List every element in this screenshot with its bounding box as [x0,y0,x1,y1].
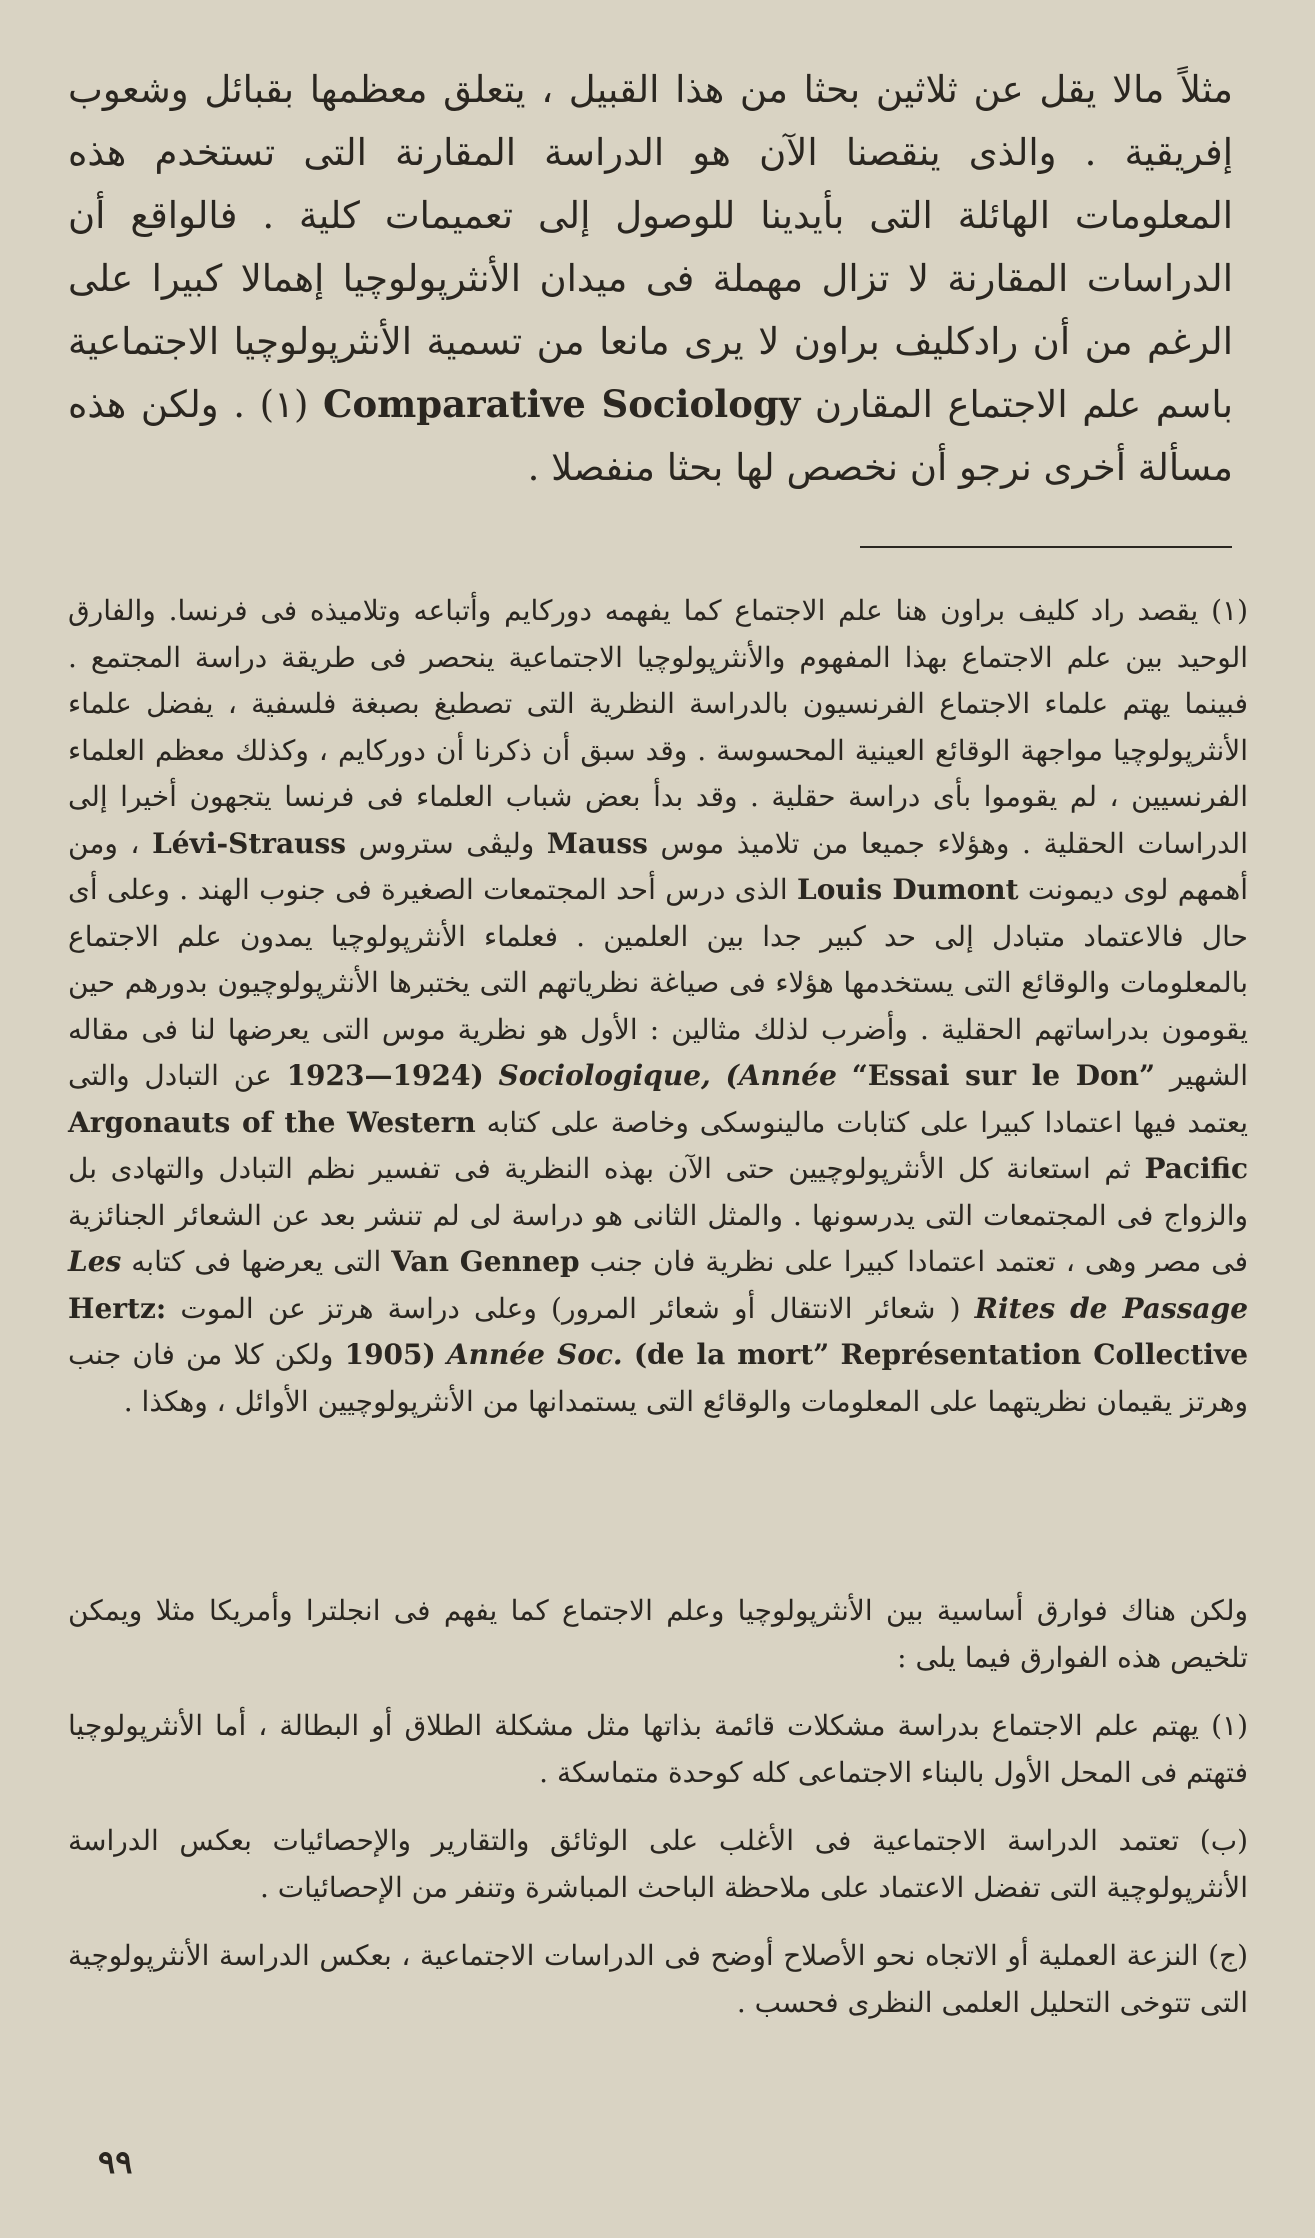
main-paragraph [68,58,1233,499]
footnote-text [68,588,1248,1425]
footnote-segment: (١) يقصد راد كليف براون هنا علم الاجتماع كما يفهمه دوركايم وأتباعه وتلاميذه فى فرنسا. والفارق الوحيد بين علم الاجتماع بهذا المفهوم والأنثرپولوچيا الاجتماعية ينحصر فى طريقة دراسة المجتمع . فبينما يهتم علماء الاجتماع الفرنسيون بالدراسة النظرية التى تصطبغ بصبغة فلسفية ، يفضل علماء الأنثرپولوچيا مواجهة الوقائع العينية المحسوسة . وقد سبق أن ذكرنا أن دوركايم ، وكذلك معظم العلماء الفرنسيين ، لم يقوموا بأى دراسة حقلية . وقد بدأ بعض شباب العلماء فى فرنسا يتجهون أخيرا إلى الدراسات الحقلية . وهؤلاء جميعا من تلاميذ موس [68,594,1248,860]
footnote-segment: ثم استعانة كل الأنثرپولوچيين حتى الآن بهذه النظرية فى تفسير نظم التبادل والتهادى بل والزواج فى المجتمعات التى يدرسونها . والمثل الثانى هو دراسة لى لم تنشر بعد عن الشعائر الجنائزية فى مصر وهى ، تعتمد اعتمادا كبيرا على نظرية فان جنب [68,1152,1249,1278]
footnote-segment: ، ومن أهمهم لوى ديمونت [68,826,1248,906]
page-number: ٩٩ [98,2143,133,2181]
term-1905: 1905) [344,1338,436,1371]
footnote-ref: (١) [259,383,309,426]
difference-item: (ج) النزعة العملية أو الاتجاه نحو الأصلاح أوضح فى الدراسات الاجتماعية ، بعكس الدراسة الأنثرپولوچية التى تتوخى التحليل العلمى النظرى فحسب . [68,1939,1248,2019]
term-annee-soc: Année Soc. [446,1338,623,1371]
term-louis-dumont: Louis Dumont [797,873,1019,906]
term-mauss: Mauss [546,826,648,860]
footnote-divider [860,546,1232,548]
difference-item: (ب) تعتمد الدراسة الاجتماعية فى الأغلب على الوثائق والتقارير والإحصائيات بعكس الدراسة الأنثرپولوچية التى تفضل الاعتماد على ملاحظة الباحث المباشرة وتنفر من الإحصائيات . [68,1824,1248,1904]
footnote-segment: الذى درس أحد المجتمعات الصغيرة فى جنوب الهند . وعلى أى حال فالاعتماد متبادل إلى حد كبير جدا بين العلمين . فعلماء الأنثرپولوچيا يمدون علم الاجتماع بالمعلومات والوقائع التى يستخدمها هؤلاء فى صياغة نظرياتهم التى يختبرها الأنثرپولوچيون بدورهم حين يقومون بدراساتهم الحقلية . وأضرب لذلك مثالين : الأول هو نظرية موس التى يعرضها لنا فى مقاله الشهير [68,873,1249,1092]
footnote-segment: التى يعرضها فى كتابه [131,1245,382,1278]
footnote-segment: ( شعائر الانتقال أو شعائر المرور) وعلى دراسة هرتز عن الموت [180,1291,961,1325]
term-de-la-mort: (de la mort” [633,1338,830,1371]
footnote-segment: عن التبادل والتى يعتمد فيها اعتمادا كبيرا على كتابات مالينوسكى وخاصة على كتابه [68,1059,1248,1139]
footnote-segment: وليڤى ستروس [358,826,535,860]
term-annee: (Année [725,1059,837,1092]
term-levi-strauss: Lévi-Strauss [152,826,347,860]
term-years: 1923—1924) [286,1059,484,1092]
differences-section [68,1588,1248,2026]
main-text [68,58,1233,499]
comparative-sociology-term: Comparative Sociology [323,382,801,426]
term-argonauts: Argonauts of the Western Pacific [68,1105,1248,1185]
differences-intro: ولكن هناك فوارق أساسية بين الأنثرپولوچيا وعلم الاجتماع كما يفهم فى انجلترا وأمريكا مثلا ويمكن تلخيص هذه الفوارق فيما يلى : [68,1594,1248,1674]
term-rites-de-passage: Les Rites de Passage [68,1245,1249,1325]
footnote-segment: ولكن كلا من فان جنب وهرتز يقيمان نظريتهما على المعلومات والوقائع التى يستمدانها من الأنثرپولوچيين الأوائل ، وهكذا . [68,1338,1248,1418]
main-text-start: مثلاً مالا يقل عن ثلاثين بحثا من هذا القبيل ، يتعلق معظمها بقبائل وشعوب إفريقية . والذى ينقصنا الآن هو الدراسة المقارنة التى تستخدم هذه المعلومات الهائلة التى بأيدينا للوصول إلى تعميمات كلية . فالواقع أن الدراسات المقارنة لا تزال مهملة فى ميدان الأنثرپولوچيا إهمالا كبيرا على الرغم من أن رادكليف براون لا يرى مانعا من تسمية الأنثرپولوچيا الاجتماعية باسم علم الاجتماع المقارن [68,68,1233,426]
main-text-end: . ولكن هذه مسألة أخرى نرجو أن نخصص لها بحثا منفصلا . [68,383,1233,489]
footnote [68,588,1248,1425]
term-hertz: Hertz: Représentation Collective [68,1291,1249,1371]
term-van-gennep: Van Gennep [391,1245,580,1278]
difference-item: (١) يهتم علم الاجتماع بدراسة مشكلات قائمة بذاتها مثل مشكلة الطلاق أو البطالة ، أما الأنثرپولوچيا فتهتم فى المحل الأول بالبناء الاجتماعى كله كوحدة متماسكة . [68,1709,1248,1789]
term-sociologique: Sociologique, [498,1059,711,1092]
term-essai-sur-le-don: “Essai sur le Don” [851,1059,1156,1092]
